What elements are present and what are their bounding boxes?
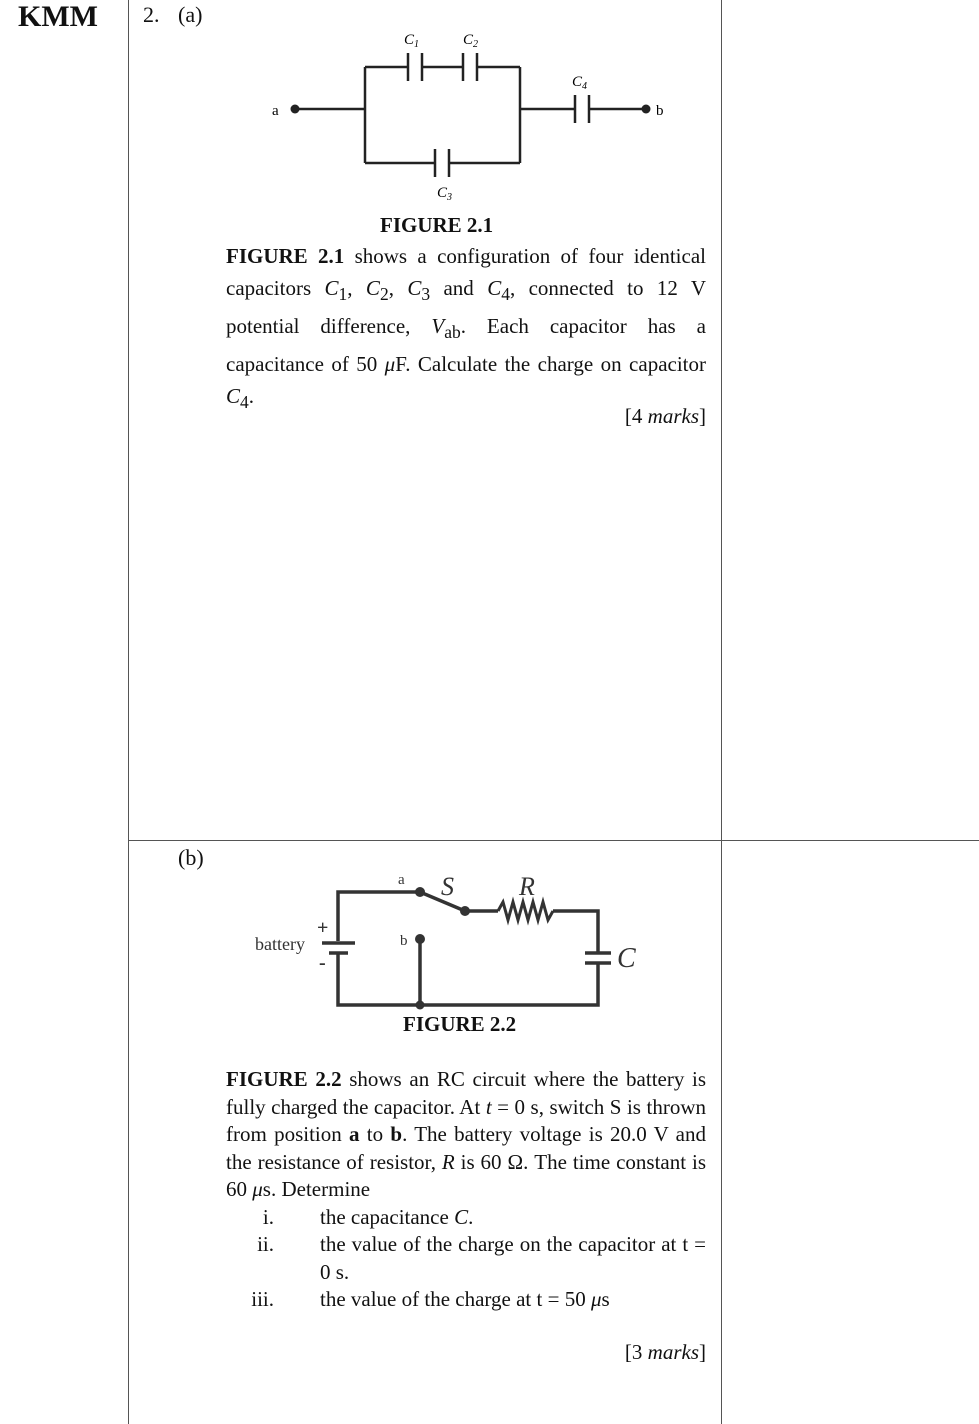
junction-dot bbox=[416, 1001, 425, 1010]
terminal-a-label: a bbox=[272, 103, 279, 119]
switch-s-label: S bbox=[441, 872, 454, 901]
resistor-r-label: R bbox=[519, 872, 535, 901]
terminal-b-label: b bbox=[656, 103, 664, 119]
c4-label: $C_4$ bbox=[572, 74, 588, 92]
sub-question-iii: iii. the value of the charge at t = 50 μs bbox=[251, 1287, 610, 1311]
question-number: 2. bbox=[143, 2, 160, 27]
switch-contact-b bbox=[415, 934, 425, 944]
part-b-marks: [3 marks] bbox=[624, 1340, 706, 1364]
battery-minus: - bbox=[319, 952, 326, 974]
switch-pivot bbox=[460, 906, 470, 916]
c3-label: $C_3$ bbox=[437, 185, 453, 203]
part-b-question-text: FIGURE 2.2 shows an RC circuit where the battery is fully charged the capacitor. At t = 0 s, switch S is thrown from position a to b. The battery voltage is 20.0 V and the resistance of resistor, R is 60 Ω. The time constant is 60 μs. Determine bbox=[226, 1067, 707, 1201]
switch-a-label: a bbox=[398, 872, 405, 888]
capacitor-c-label: C bbox=[617, 943, 636, 974]
terminal-a-dot bbox=[291, 105, 300, 114]
table-row-divider bbox=[128, 840, 979, 841]
part-b-label: (b) bbox=[178, 845, 204, 870]
switch-b-label: b bbox=[400, 933, 408, 949]
terminal-b-dot bbox=[642, 105, 651, 114]
sub-question-i: i. the capacitance C. bbox=[262, 1205, 474, 1229]
c2-label: $C_2$ bbox=[463, 32, 479, 50]
switch-contact-a bbox=[415, 887, 425, 897]
part-a-question-text: FIGURE 2.1 shows a configuration of four identical capacitors $C_1$, $C_2$, $C_3$ and $C_4$, connected to 12 V potential difference, $V_{ab}$. Each capacitor has a capacitance of 50 μF. Calculate the charge on capacitor $C_4$. bbox=[226, 244, 707, 412]
figure-2-1-circuit bbox=[0, 0, 979, 215]
header-code: KMM bbox=[18, 0, 98, 33]
figure-2-2-circuit bbox=[0, 860, 979, 1015]
battery-label: battery bbox=[255, 934, 305, 954]
part-a-label: (a) bbox=[178, 2, 203, 27]
figure-2-2-caption: FIGURE 2.2 bbox=[403, 1012, 517, 1036]
part-a-marks: [4 marks] bbox=[624, 404, 706, 428]
c1-label: $C_1$ bbox=[404, 32, 420, 50]
sub-question-ii: ii. the value of the charge on the capacitor at t = 0 s. bbox=[257, 1232, 706, 1284]
figure-2-1-caption: FIGURE 2.1 bbox=[380, 213, 494, 237]
battery-plus: + bbox=[317, 917, 329, 939]
